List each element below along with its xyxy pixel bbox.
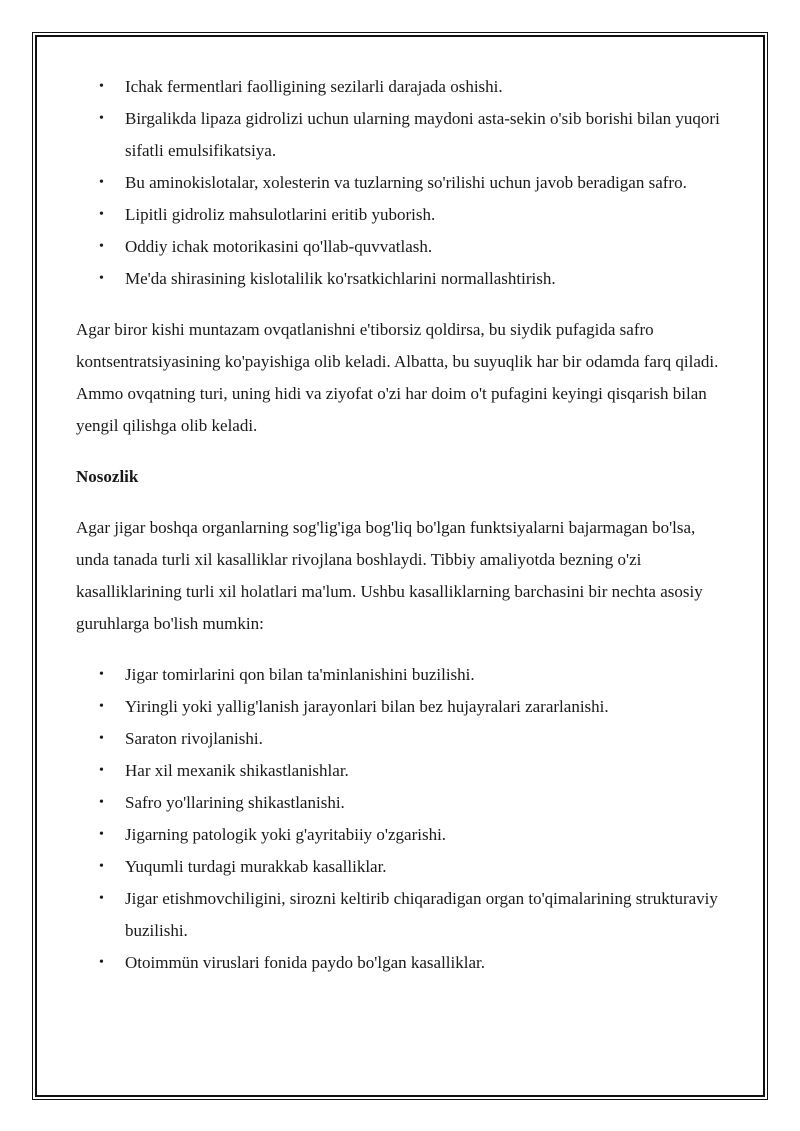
list-item: • Ichak fermentlari faolligining sezilarli darajada oshishi.	[76, 71, 726, 103]
bullet-icon: •	[99, 667, 104, 682]
bullet-icon: •	[99, 239, 104, 254]
document-body	[76, 71, 726, 979]
bullet-icon: •	[99, 271, 104, 286]
list-item: • Har xil mexanik shikastlanishlar.	[76, 755, 726, 787]
list-item: • Jigar tomirlarini qon bilan ta'minlanishini buzilishi.	[76, 659, 726, 691]
list-item: • Yiringli yoki yallig'lanish jarayonlari bilan bez hujayralari zararlanishi.	[76, 691, 726, 723]
paragraph-malfunction: Agar jigar boshqa organlarning sog'lig'iga bog'liq bo'lgan funktsiyalarni bajarmagan bo'lsa, unda tanada turli xil kasalliklar rivojlana boshlaydi. Tibbiy amaliyotda bezning o'zi kasalliklarining turli xil holatlari ma'lum. Ushbu kasalliklarning barchasini bir nechta asosiy guruhlarga bo'lish mumkin:	[76, 518, 703, 633]
list-item: • Me'da shirasining kislotalilik ko'rsatkichlarini normallashtirish.	[76, 263, 726, 295]
list-item: • Lipitli gidroliz mahsulotlarini eritib yuborish.	[76, 199, 726, 231]
list-item: • Safro yo'llarining shikastlanishi.	[76, 787, 726, 819]
bullet-icon: •	[99, 859, 104, 874]
list-item: • Yuqumli turdagi murakkab kasalliklar.	[76, 851, 726, 883]
bullet-icon: •	[99, 763, 104, 778]
section-heading: Nosozlik	[76, 467, 139, 486]
bullet-icon: •	[99, 955, 104, 970]
list-item: • Saraton rivojlanishi.	[76, 723, 726, 755]
bullet-icon: •	[99, 731, 104, 746]
bullet-icon: •	[99, 207, 104, 222]
list-item: • Birgalikda lipaza gidrolizi uchun ularning maydoni asta-sekin o'sib borishi bilan yuqori sifatli emulsifikatsiya.	[76, 103, 726, 167]
list-item: • Bu aminokislotalar, xolesterin va tuzlarning so'rilishi uchun javob beradigan safro.	[76, 167, 726, 199]
benefits-list	[76, 71, 726, 295]
list-item: • Jigar etishmovchiligini, sirozni keltirib chiqaradigan organ to'qimalarining strukturaviy buzilishi.	[76, 883, 726, 947]
bullet-icon: •	[99, 795, 104, 810]
bullet-icon: •	[99, 175, 104, 190]
list-item: • Jigarning patologik yoki g'ayritabiiy o'zgarishi.	[76, 819, 726, 851]
bullet-icon: •	[99, 79, 104, 94]
paragraph-diet: Agar biror kishi muntazam ovqatlanishni e'tiborsiz qoldirsa, bu siydik pufagida safro kontsentratsiyasining ko'payishiga olib keladi. Albatta, bu suyuqlik har bir odamda farq qiladi. Ammo ovqatning turi, uning hidi va ziyofat o'zi har doim o't pufagini keyingi qisqarish bilan yengil qilishga olib keladi.	[76, 320, 719, 435]
diseases-list	[76, 659, 726, 979]
bullet-icon: •	[99, 111, 104, 126]
list-item: • Otoimmün viruslari fonida paydo bo'lgan kasalliklar.	[76, 947, 726, 979]
bullet-icon: •	[99, 827, 104, 842]
bullet-icon: •	[99, 699, 104, 714]
list-item: • Oddiy ichak motorikasini qo'llab-quvvatlash.	[76, 231, 726, 263]
bullet-icon: •	[99, 891, 104, 906]
